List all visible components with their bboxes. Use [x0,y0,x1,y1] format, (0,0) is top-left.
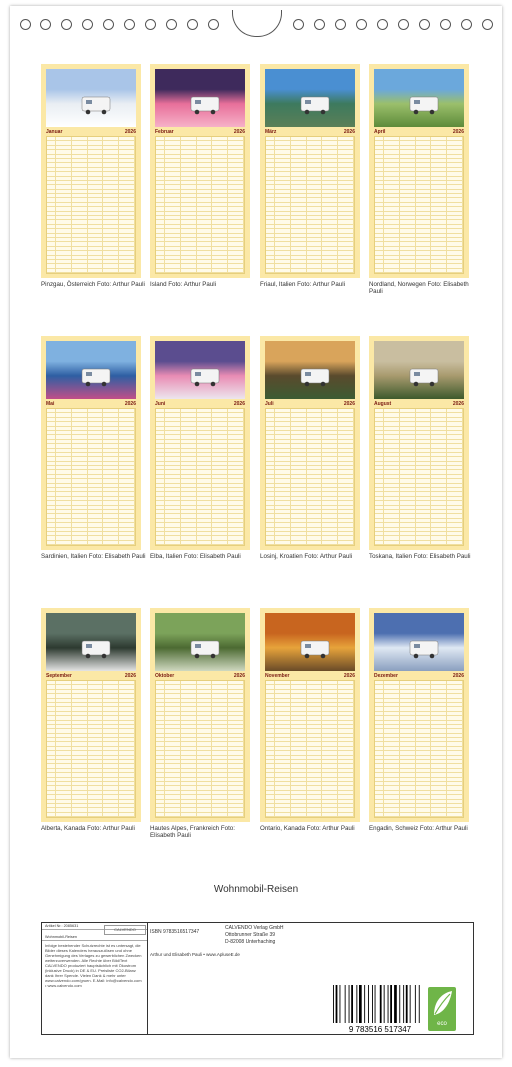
month-photo [46,613,136,671]
month-name: Mai [46,401,55,407]
month-year: 2026 [124,129,136,135]
barcode-bar [345,985,346,1023]
month-photo [155,69,245,127]
authors: Arthur und Elisabeth Pauli • www.ApluseE.de [150,952,240,957]
month-photo-caption: Alberta, Kanada Foto: Arthur Pauli [41,825,135,832]
month-day-grid [155,136,245,274]
binding-hole [103,19,114,30]
barcode-bar [410,985,411,1023]
barcode-bar [384,985,385,1023]
product-info-column [42,923,148,1034]
isbn: ISBN 9783516517347 [150,929,200,935]
month-photo-caption: Friaul, Italien Foto: Arthur Pauli [260,281,345,288]
month-header [265,672,355,680]
binding-hole [124,19,135,30]
month-photo-caption: Elba, Italien Foto: Elisabeth Pauli [150,553,241,560]
publisher-logo: CALVENDO [104,925,146,935]
eco-label: eco [437,1021,447,1027]
barcode-bar [394,985,397,1023]
binding-hole [20,19,31,30]
month-name: Dezember [374,673,398,679]
month-day-grid [265,680,355,818]
publisher-name: CALVENDO Verlag GmbH [225,925,284,931]
legal-text: Infolge bestehender Schutzrechte ist es untersagt, die Bilder dieses Kalenders herauszulösen und ohne Genehmigung des Verlages zu gewerblichen Zwecken weiterzuverwenden. Alle Rechte über Bild/Text CALVENDO produziert hauptsächlich mit Ökostrom (inklusive Druck) in DE & EU. Preisliste CO2-Bilanz dank Ihrer Spende. Vielen Dank & mehr unter www.calvendo.com/gruen. E-Mail: info@calvendo.com • www.calvendo.com [45,943,142,988]
month-year: 2026 [343,673,355,679]
month-year: 2026 [452,401,464,407]
camper-icon [374,69,464,127]
barcode-bar [351,985,353,1023]
binding-hole [335,19,346,30]
month-year: 2026 [452,673,464,679]
month-photo [374,613,464,671]
camper-icon [374,341,464,399]
month-photo-caption: Ontario, Kanada Foto: Arthur Pauli [260,825,355,832]
camper-icon [155,613,245,671]
camper-icon [155,341,245,399]
month-card [260,608,360,822]
month-photo [265,613,355,671]
month-year: 2026 [124,401,136,407]
month-name: Januar [46,129,63,135]
barcode-bar [406,985,408,1023]
camper-icon [265,341,355,399]
month-photo-caption: Nordland, Norwegen Foto: Elisabeth Pauli [369,281,469,295]
barcode-number: 9 783516 517347 [348,1025,412,1033]
month-day-grid [155,680,245,818]
barcode-bar [415,985,416,1023]
month-photo-caption: Sardinien, Italien Foto: Elisabeth Pauli [41,553,146,560]
binding-hole [145,19,156,30]
month-card [260,336,360,550]
barcode-bar [333,985,334,1023]
barcode-bar [364,985,365,1023]
barcode-bar [380,985,382,1023]
binding-hole [61,19,72,30]
binding-hole [40,19,51,30]
barcode-bar [372,985,373,1023]
month-header [265,400,355,408]
binding-hole [314,19,325,30]
month-card [150,336,250,550]
month-photo-caption: Island Foto: Arthur Pauli [150,281,217,288]
month-day-grid [155,408,245,546]
month-photo [155,341,245,399]
binding-hole [208,19,219,30]
barcode-bar [390,985,392,1023]
month-header [46,400,136,408]
month-header [155,672,245,680]
month-header [374,672,464,680]
month-photo [46,69,136,127]
barcode-bar [359,985,362,1023]
month-photo-caption: Engadin, Schweiz Foto: Arthur Pauli [369,825,468,832]
barcode-bar [388,985,389,1023]
month-card [260,64,360,278]
month-card [41,608,141,822]
month-photo [374,341,464,399]
month-day-grid [374,680,464,818]
camper-icon [46,613,136,671]
month-day-grid [374,408,464,546]
month-photo [374,69,464,127]
month-header [46,128,136,136]
month-card [150,608,250,822]
month-card [369,608,469,822]
month-card [150,64,250,278]
binding-hole [440,19,451,30]
month-header [155,400,245,408]
month-photo-caption: Toskana, Italien Foto: Elisabeth Pauli [369,553,471,560]
publisher-street: Ottobrunner Straße 39 [225,932,276,938]
month-name: März [265,129,277,135]
month-card [41,336,141,550]
binding-hole [187,19,198,30]
month-photo [265,341,355,399]
calendar-title: Wohnmobil-Reisen [213,884,299,895]
month-name: April [374,129,386,135]
month-photo-caption: Hautes Alpes, Frankreich Foto: Elisabeth Pauli [150,825,235,839]
month-photo-caption: Pinzgau, Österreich Foto: Arthur Pauli [41,281,145,288]
month-card [41,64,141,278]
camper-icon [265,69,355,127]
month-photo-caption: Losinj, Kroatien Foto: Arthur Pauli [260,553,353,560]
month-year: 2026 [343,401,355,407]
month-header [374,128,464,136]
camper-icon [46,341,136,399]
month-year: 2026 [452,129,464,135]
barcode [329,983,431,1033]
month-name: August [374,401,392,407]
month-name: November [265,673,290,679]
month-year: 2026 [233,673,245,679]
barcode-bar [399,985,400,1023]
month-name: Oktober [155,673,175,679]
barcode-bar [403,985,404,1023]
month-day-grid [46,408,136,546]
month-photo [155,613,245,671]
month-day-grid [46,136,136,274]
barcode-bar [336,985,338,1023]
month-day-grid [265,136,355,274]
month-photo [265,69,355,127]
month-year: 2026 [124,673,136,679]
barcode-bar [340,985,341,1023]
month-card [369,64,469,278]
month-header [155,128,245,136]
month-header [46,672,136,680]
barcode-bar [349,985,350,1023]
month-name: Juni [155,401,166,407]
camper-icon [374,613,464,671]
binding-hole [356,19,367,30]
binding-hole [419,19,430,30]
binding-hole [482,19,493,30]
month-day-grid [265,408,355,546]
barcode-bar [368,985,369,1023]
binding-hole [82,19,93,30]
month-name: Februar [155,129,174,135]
binding-hole [398,19,409,30]
month-day-grid [374,136,464,274]
barcode-bar [419,985,420,1023]
month-header [374,400,464,408]
barcode-bar [356,985,357,1023]
camper-icon [265,613,355,671]
month-day-grid [46,680,136,818]
product-title: Wohnmobil-Reisen [42,934,147,941]
binding-hole [461,19,472,30]
month-name: Juli [265,401,274,407]
month-header [265,128,355,136]
month-card [369,336,469,550]
binding-hole [293,19,304,30]
back-cover-info [41,922,474,1035]
month-photo [46,341,136,399]
publisher-city: D-82008 Unterhaching [225,939,276,945]
month-year: 2026 [233,129,245,135]
barcode-bar [375,985,376,1023]
camper-icon [155,69,245,127]
camper-icon [46,69,136,127]
month-year: 2026 [343,129,355,135]
month-name: September [46,673,72,679]
article-number: Artikel Nr.: 2085631 [42,923,147,930]
binding-hole [166,19,177,30]
binding-hole [377,19,388,30]
month-year: 2026 [233,401,245,407]
